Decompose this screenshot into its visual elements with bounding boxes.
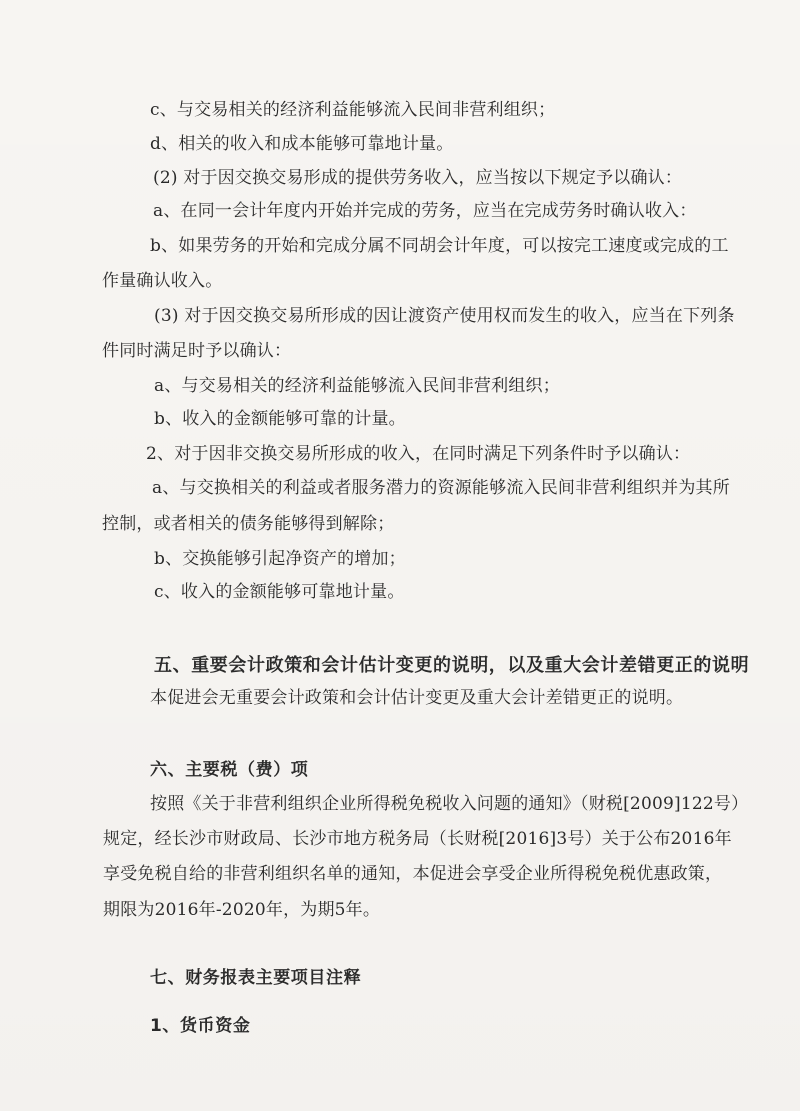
text-line-workload: 作量确认收入。 (102, 271, 223, 291)
text-line-no-changes: 本促进会无重要会计政策和会计估计变更及重大会计差错更正的说明。 (150, 688, 684, 708)
text-line-item-3-assets: (3) 对于因交换交易所形成的因让渡资产使用权而发生的收入，应当在下列条 (154, 306, 735, 326)
text-line-tax-regulation: 规定，经长沙市财政局、长沙市地方税务局（长财税[2016]3号）关于公布2016年 (103, 829, 732, 849)
text-line-tax-exemption: 享受免税自给的非营利组织名单的通知，本促进会享受企业所得税免税优惠政策， (103, 864, 723, 884)
section-heading-six: 六、主要税（费）项 (150, 760, 309, 780)
text-line-b-amount: b、收入的金额能够可靠的计量。 (154, 409, 406, 429)
text-line-tax-notice: 按照《关于非营利组织企业所得税免税收入问题的通知》（财税[2009]122号） (150, 794, 749, 814)
text-line-control: 控制，或者相关的债务能够得到解除； (102, 514, 395, 534)
text-line-a-same-year: a、在同一会计年度内开始并完成的劳务，应当在完成劳务时确认收入： (153, 201, 697, 221)
text-line-c-economic-benefits: c、与交易相关的经济利益能够流入民间非营利组织； (150, 100, 556, 120)
text-line-item-2-non-exchange: 2、对于因非交换交易所形成的收入，在同时满足下列条件时予以确认： (146, 444, 691, 464)
text-line-b-net-assets: b、交换能够引起净资产的增加； (154, 549, 406, 569)
text-line-c-amount: c、收入的金额能够可靠地计量。 (154, 582, 405, 602)
section-heading-five: 五、重要会计政策和会计估计变更的说明，以及重大会计差错更正的说明 (154, 655, 750, 676)
text-line-item-2-services: (2) 对于因交换交易形成的提供劳务收入，应当按以下规定予以确认： (153, 168, 683, 188)
text-line-a-economic-benefits: a、与交易相关的经济利益能够流入民间非营利组织； (154, 376, 560, 396)
subheading-cash: 1、货币资金 (150, 1016, 251, 1036)
text-line-conditions: 件同时满足时予以确认： (102, 341, 292, 361)
text-line-d-measurement: d、相关的收入和成本能够可靠地计量。 (150, 134, 454, 154)
section-heading-seven: 七、财务报表主要项目注释 (150, 968, 362, 988)
text-line-period: 期限为2016年-2020年，为期5年。 (103, 900, 381, 920)
text-line-a-resources: a、与交换相关的利益或者服务潜力的资源能够流入民间非营利组织并为其所 (152, 478, 730, 498)
text-line-b-different-years: b、如果劳务的开始和完成分属不同胡会计年度，可以按完工速度或完成的工 (150, 236, 729, 256)
